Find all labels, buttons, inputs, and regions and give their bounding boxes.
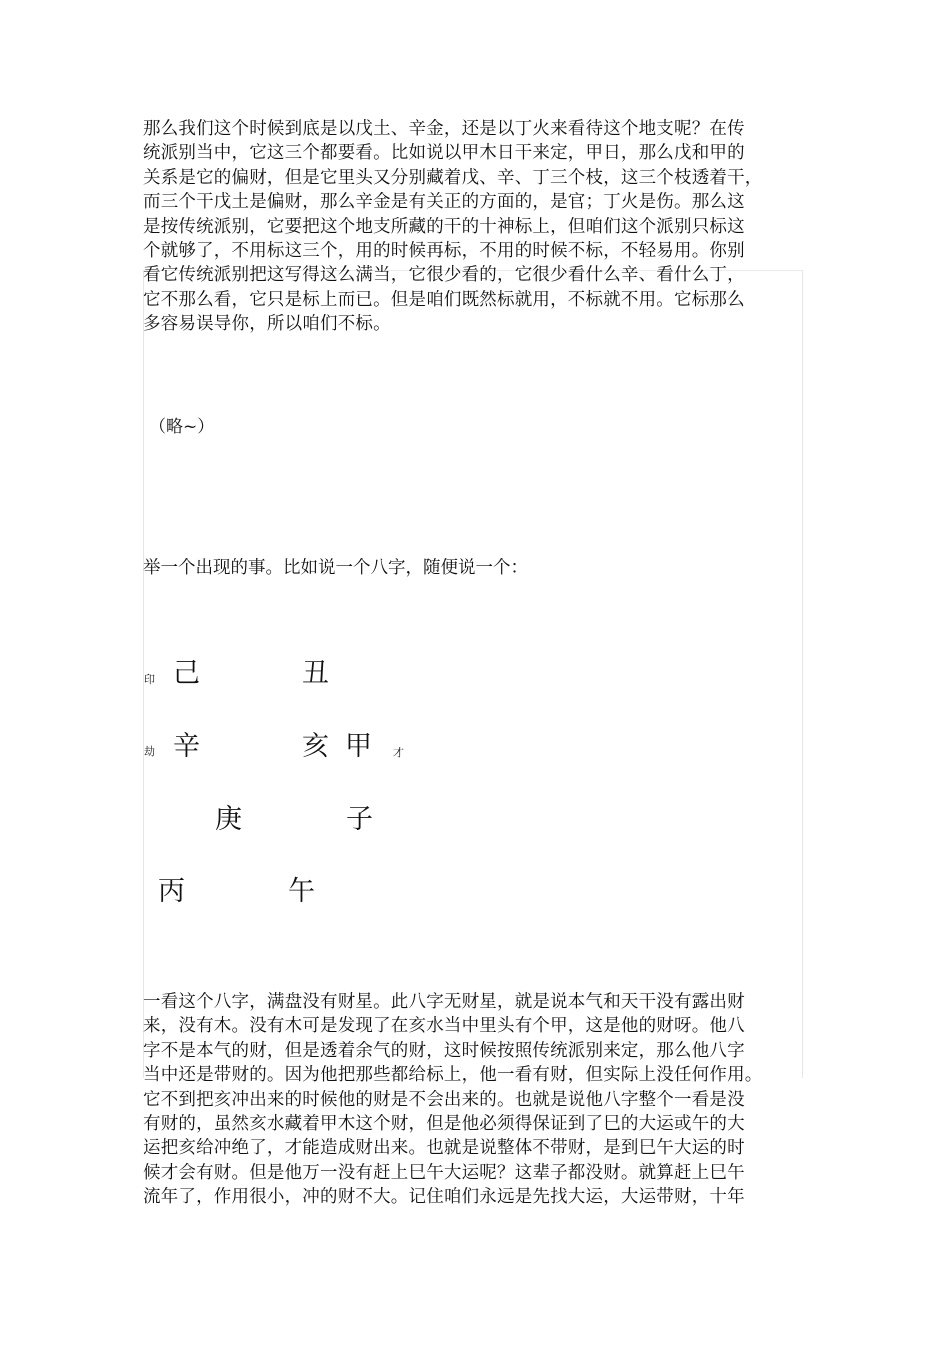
text-line: 当中还是带财的。因为他把那些都给标上，他一看有财，但实际上没任何作用。 [143,1065,763,1086]
omitted-note: （略~） [149,417,215,437]
text-line: 它不到把亥冲出来的时候他的财是不会出来的。也就是说他八字整个一看是没 [143,1089,745,1110]
text-line: 一看这个八字，满盘没有财星。此八字无财星，就是说本气和天干没有露出财 [143,992,745,1012]
text-line: 是按传统派别，它要把这个地支所藏的干的十神标上，但咱们这个派别只标这 [143,216,745,237]
earthly-branch: 丑 [302,658,329,689]
paragraph-1 [143,117,765,337]
text-line: 多容易误导你，所以咱们不标。 [143,314,391,335]
text-line: 而三个干戊土是偏财，那么辛金是有关正的方面的，是官；丁火是伤。那么这 [143,192,745,213]
ten-god-label: 才 [393,746,404,759]
text-line: 候才会有财。但是他万一没有赶上巳午大运呢？这辈子都没财。就算赶上巳午 [143,1162,745,1183]
ten-god-label: 印 [144,673,155,686]
text-line: 它不那么看，它只是标上而已。但是咱们既然标就用，不标就不用。它标那么 [143,289,745,310]
page-frame [143,270,803,1078]
earthly-branch: 子 [346,804,373,835]
text-line: 那么我们这个时候到底是以戊土、辛金，还是以丁火来看待这个地支呢？在传 [143,119,745,139]
text-line: 关系是它的偏财，但是它里头又分别藏着戊、辛、丁三个枝，这三个枝透着干， [143,167,763,188]
text-line: 统派别当中，它这三个都要看。比如说以甲木日干来定，甲日，那么戊和甲的 [143,143,745,164]
text-line: 有财的，虽然亥水藏着甲木这个财，但是他必须得保证到了巳的大运或午的大 [143,1114,745,1135]
earthly-branch: 亥 [302,731,329,762]
heavenly-stem: 己 [173,658,200,689]
text-line: 流年了，作用很小，冲的财不大。记住咱们永远是先找大运，大运带财，十年 [143,1187,745,1208]
heavenly-stem: 丙 [158,876,185,907]
text-line: 字不是本气的财，但是透着余气的财，这时候按照传统派别来定，那么他八字 [143,1040,745,1061]
ten-god-label: 劫 [144,745,155,758]
text-line: 个就够了，不用标这三个，用的时候再标，不用的时候不标，不轻易用。你别 [143,241,745,262]
text-line: 运把亥给冲绝了，才能造成财出来。也就是说整体不带财，是到巳午大运的时 [143,1138,745,1159]
heavenly-stem: 庚 [215,804,242,835]
earthly-branch: 午 [288,876,315,907]
hidden-stem: 甲 [345,731,372,762]
paragraph-2 [143,990,765,1210]
example-intro: 举一个出现的事。比如说一个八字，随便说一个： [143,558,528,578]
heavenly-stem: 辛 [173,731,200,762]
text-line: 来，没有木。没有木可是发现了在亥水当中里头有个甲，这是他的财呀。他八 [143,1016,745,1037]
text-line: 看它传统派别把这写得这么满当，它很少看的，它很少看什么辛、看什么丁， [143,265,745,286]
